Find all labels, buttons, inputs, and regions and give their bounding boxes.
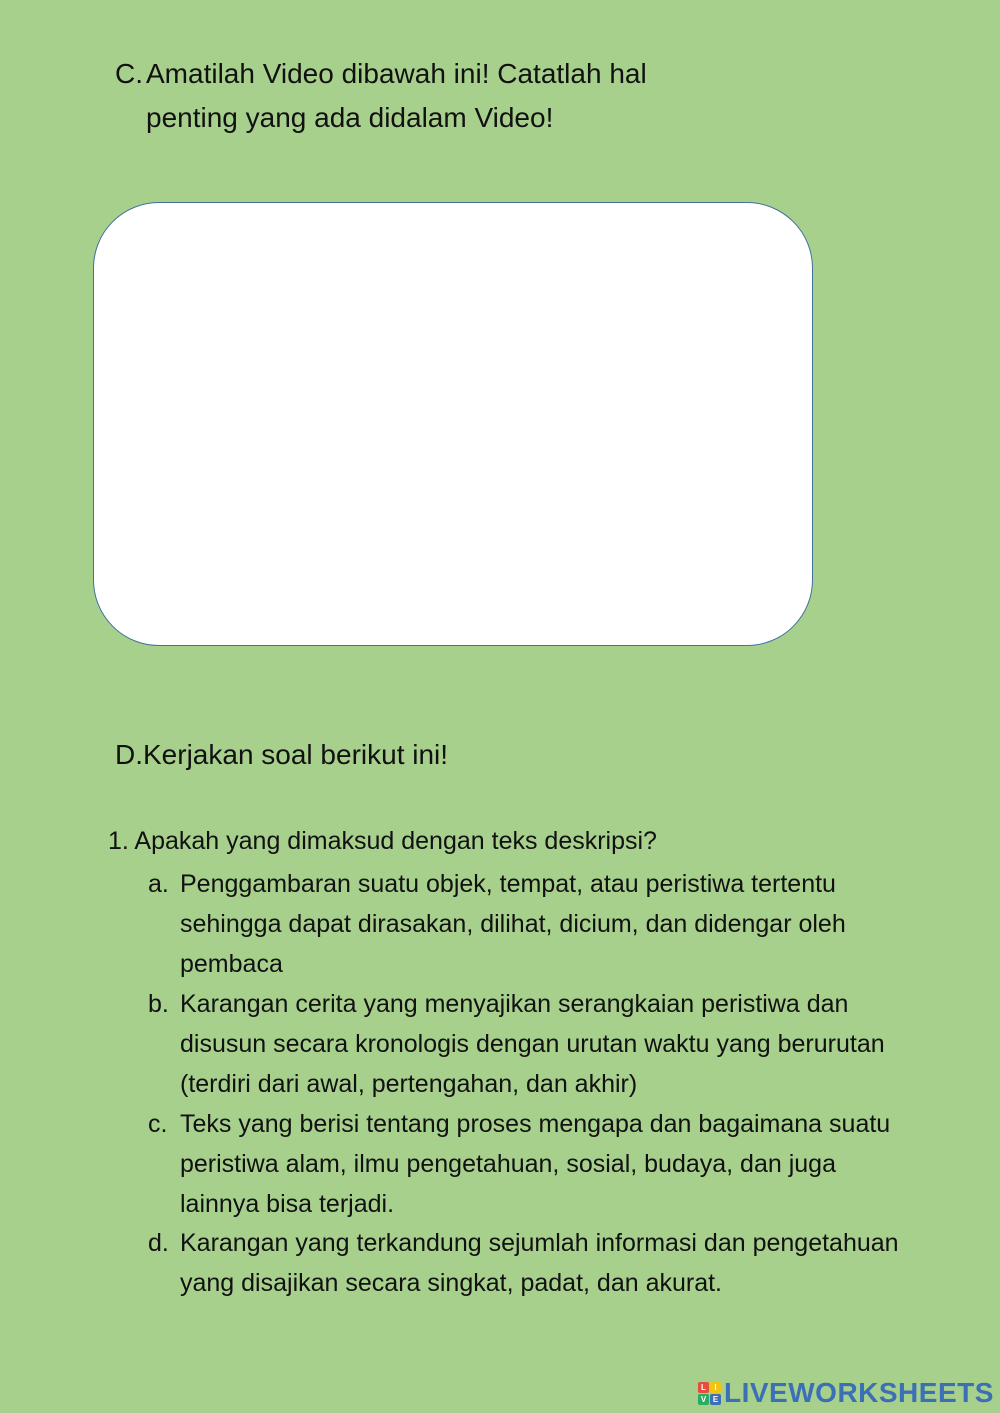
option-d[interactable] xyxy=(148,1223,908,1303)
video-placeholder[interactable] xyxy=(93,202,813,646)
section-d-heading: D.Kerjakan soal berikut ini! xyxy=(115,739,449,770)
option-b-key: b. xyxy=(148,990,169,1018)
section-c-heading xyxy=(115,52,755,140)
liveworksheets-logo-text: LIVEWORKSHEETS xyxy=(724,1377,994,1408)
option-a[interactable] xyxy=(148,864,908,984)
option-d-key: d. xyxy=(148,1229,169,1257)
logo-letter-l: L xyxy=(698,1382,709,1393)
logo-letter-v: V xyxy=(698,1394,709,1405)
liveworksheets-logo-icon xyxy=(698,1382,721,1405)
option-b[interactable] xyxy=(148,984,908,1104)
section-c-letter: C. xyxy=(115,58,143,89)
section-c-line2: penting yang ada didalam Video! xyxy=(146,102,554,133)
option-b-text: Karangan cerita yang menyajikan serangkaian peristiwa dan disusun secara kronologis dengan urutan waktu yang berurutan (terdiri dari awal, pertengahan, dan akhir) xyxy=(180,990,885,1098)
liveworksheets-logo xyxy=(698,1375,994,1411)
logo-letter-i: I xyxy=(710,1382,721,1393)
option-a-key: a. xyxy=(148,870,169,898)
option-d-text: Karangan yang terkandung sejumlah informasi dan pengetahuan yang disajikan secara singkat, padat, dan akurat. xyxy=(180,1229,899,1297)
option-c[interactable] xyxy=(148,1104,908,1224)
logo-letter-e: E xyxy=(710,1394,721,1405)
question-1: 1. Apakah yang dimaksud dengan teks deskripsi? xyxy=(108,827,657,855)
option-c-text: Teks yang berisi tentang proses mengapa dan bagaimana suatu peristiwa alam, ilmu pengetahuan, sosial, budaya, dan juga lainnya bisa terjadi. xyxy=(180,1110,891,1218)
option-a-text: Penggambaran suatu objek, tempat, atau peristiwa tertentu sehingga dapat dirasakan, dilihat, dicium, dan didengar oleh pembaca xyxy=(180,870,846,978)
section-c-line1: Amatilah Video dibawah ini! Catatlah hal xyxy=(146,58,647,89)
option-c-key: c. xyxy=(148,1110,168,1138)
